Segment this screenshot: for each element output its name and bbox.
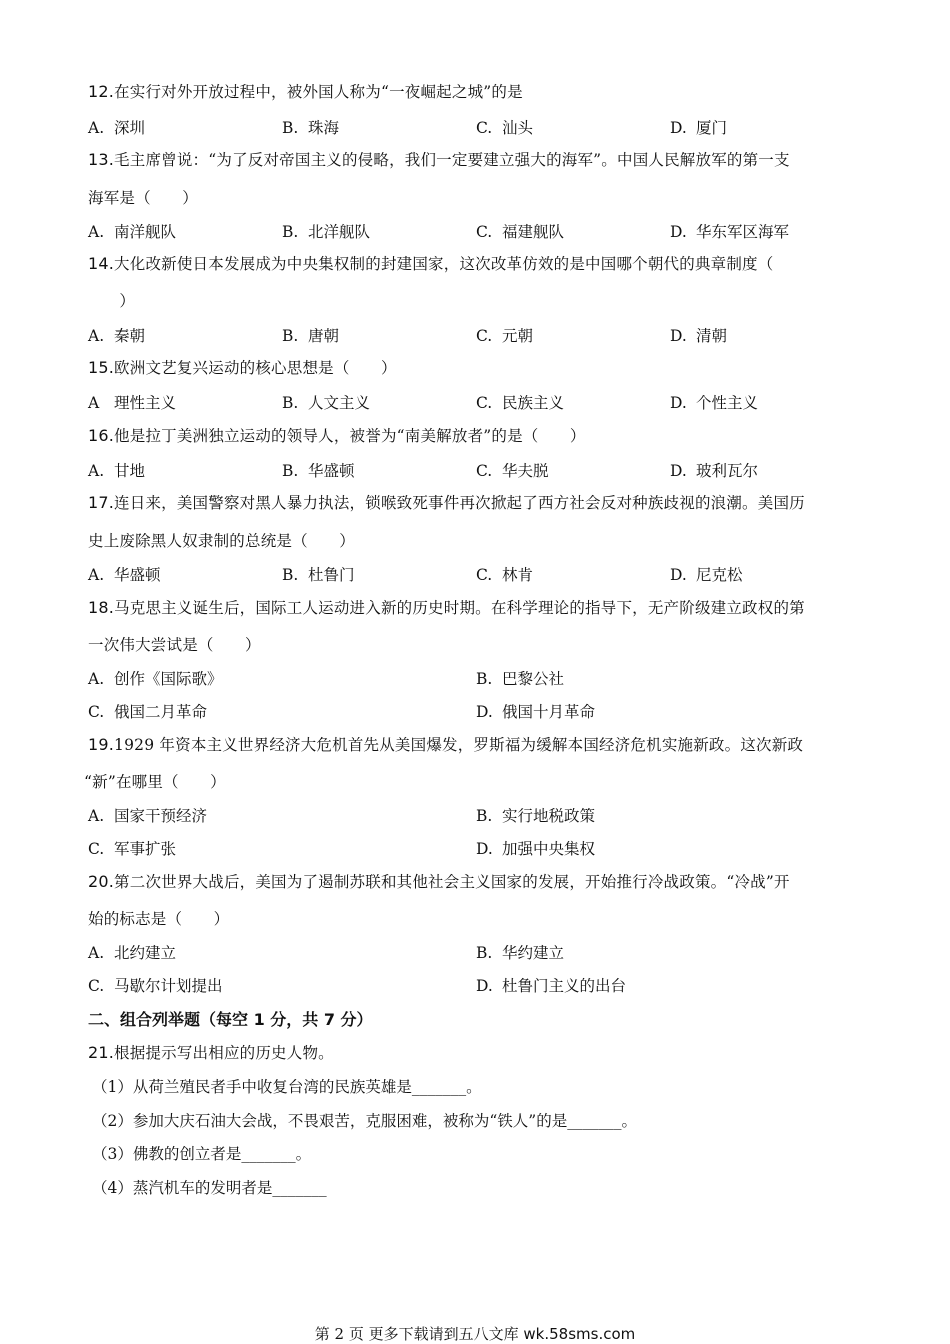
option-b[interactable] [282,563,355,585]
option-d[interactable] [476,974,626,996]
option-b[interactable] [476,667,564,689]
question-number: 12. [88,82,115,101]
option-b[interactable] [282,324,339,346]
option-text: 巴黎公社 [502,670,565,688]
option-text: 唐朝 [308,327,340,345]
option-text: 甘地 [114,462,146,480]
option-letter: D. [670,119,687,137]
option-letter: D. [670,223,687,241]
option-text: 尼克松 [696,566,743,584]
option-d[interactable] [670,391,758,413]
question-15 [88,356,397,378]
option-text: 玻利瓦尔 [696,462,759,480]
option-d[interactable] [670,220,789,242]
option-letter: D. [670,566,687,584]
option-text: 理性主义 [114,394,177,412]
option-letter: C. [476,462,493,480]
option-text: 秦朝 [114,327,146,345]
option-letter: C. [88,977,105,995]
option-text: 马歇尔计划提出 [114,977,223,995]
question-13 [88,148,790,170]
option-a[interactable] [88,667,223,689]
option-letter: B. [476,807,493,825]
option-text: 华夫脱 [502,462,549,480]
question-text: 欧洲文艺复兴运动的核心思想是（ ） [114,359,397,377]
question-21 [88,1041,334,1063]
question-number: 15. [88,358,115,377]
question-text-cont: 史上废除黑人奴隶制的总统是（ ） [88,532,355,550]
option-text: 人文主义 [308,394,371,412]
option-text: 国家干预经济 [114,807,208,825]
option-letter: B. [282,119,299,137]
option-letter: D. [670,327,687,345]
option-letter: D. [476,840,493,858]
option-text: 华东军区海军 [696,223,790,241]
option-text: 俄国二月革命 [114,703,208,721]
option-text: 杜鲁门 [308,566,355,584]
option-text: 加强中央集权 [502,840,596,858]
option-text: 元朝 [502,327,534,345]
option-letter: A. [88,327,105,345]
option-c[interactable] [476,220,564,242]
option-d[interactable] [670,459,758,481]
option-text: 华盛顿 [114,566,161,584]
option-c[interactable] [476,563,533,585]
option-text: 珠海 [308,119,340,137]
option-letter: C. [476,119,493,137]
option-letter: C. [476,566,493,584]
question-text: 连日来，美国警察对黑人暴力执法，锁喉致死事件再次掀起了西方社会反对种族歧视的浪潮。美国历 [114,494,805,512]
question-number: 20. [88,872,115,891]
option-c[interactable] [88,700,207,722]
option-letter: D. [670,462,687,480]
question-number: 21. [88,1043,115,1062]
option-letter: A. [88,807,105,825]
option-text: 华约建立 [502,944,565,962]
download-note: 更多下载请到五八文库 [368,1325,519,1343]
option-letter: C. [476,394,493,412]
question-text: 在实行对外开放过程中，被外国人称为“一夜崛起之城”的是 [114,83,523,101]
option-b[interactable] [282,391,370,413]
option-text: 个性主义 [696,394,759,412]
option-a[interactable] [88,324,145,346]
site-link[interactable]: wk.58sms.com [523,1325,636,1343]
option-a[interactable] [88,804,207,826]
option-text: 汕头 [502,119,534,137]
page-number: 第 2 页 [314,1325,364,1343]
sub-question-4: （4）蒸汽机车的发明者是_______ [92,1179,327,1197]
option-text: 厦门 [696,119,728,137]
option-text: 华盛顿 [308,462,355,480]
option-c[interactable] [476,459,549,481]
option-d[interactable] [476,837,595,859]
option-letter: C. [88,703,105,721]
option-b[interactable] [282,459,355,481]
option-text: 南洋舰队 [114,223,177,241]
page-footer [0,1323,950,1344]
question-text-cont: 海军是（ ） [88,189,198,207]
option-b[interactable] [282,116,339,138]
question-text: 根据提示写出相应的历史人物。 [114,1044,334,1062]
option-letter: C. [476,223,493,241]
option-letter: D. [476,977,493,995]
question-20 [88,870,790,892]
sub-question-1: （1）从荷兰殖民者手中收复台湾的民族英雄是_______。 [92,1078,482,1096]
option-d[interactable] [670,116,727,138]
question-text: 大化改新使日本发展成为中央集权制的封建国家，这次改革仿效的是中国哪个朝代的典章制度（ [114,255,774,273]
question-18 [88,596,805,618]
option-c[interactable] [476,391,564,413]
option-d[interactable] [670,563,743,585]
sub-question-3: （3）佛教的创立者是_______。 [92,1145,312,1163]
option-text: 俄国十月革命 [502,703,596,721]
option-letter: B. [282,566,299,584]
question-14 [88,252,773,274]
question-text: 马克思主义诞生后，国际工人运动进入新的历史时期。在科学理论的指导下，无产阶级建立政权的第 [114,599,805,617]
option-text: 福建舰队 [502,223,565,241]
option-b[interactable] [476,804,595,826]
question-text-cont: 一次伟大尝试是（ ） [88,636,261,654]
option-c[interactable] [88,837,176,859]
option-letter: A. [88,944,105,962]
option-text: 北约建立 [114,944,177,962]
option-letter: A. [88,119,105,137]
option-letter: B. [282,462,299,480]
option-a[interactable] [88,941,176,963]
section-title: 二、组合列举题（每空 1 分，共 7 分） [88,1010,373,1029]
option-letter: B. [476,944,493,962]
option-text: 深圳 [114,119,146,137]
option-a[interactable] [88,459,145,481]
option-letter: C. [476,327,493,345]
option-text: 创作《国际歌》 [114,670,223,688]
question-19 [88,733,803,755]
question-12 [88,80,523,102]
option-d[interactable] [476,700,595,722]
option-text: 民族主义 [502,394,565,412]
option-text: 实行地税政策 [502,807,596,825]
question-text: 1929 年资本主义世界经济大危机首先从美国爆发，罗斯福为缓解本国经济危机实施新政。这次新政 [114,736,804,754]
option-letter: D. [476,703,493,721]
option-b[interactable] [282,220,370,242]
option-letter: B. [282,327,299,345]
option-letter: D. [670,394,687,412]
question-number: 14. [88,254,115,273]
question-text: 第二次世界大战后，美国为了遏制苏联和其他社会主义国家的发展，开始推行冷战政策。“冷战”开 [114,873,790,891]
option-d[interactable] [670,324,727,346]
option-text: 杜鲁门主义的出台 [502,977,627,995]
option-c[interactable] [88,974,223,996]
option-letter: B. [476,670,493,688]
option-a[interactable] [88,391,176,413]
option-text: 北洋舰队 [308,223,371,241]
sub-question-2: （2）参加大庆石油大会战，不畏艰苦，克服困难，被称为“铁人”的是_______。 [92,1112,637,1130]
option-letter: A. [88,462,105,480]
question-number: 13. [88,150,115,169]
question-text-cont: ） [88,292,136,310]
option-letter: A [88,394,100,412]
option-c[interactable] [476,324,533,346]
option-a[interactable] [88,220,176,242]
option-a[interactable] [88,116,145,138]
question-text: 毛主席曾说：“为了反对帝国主义的侵略，我们一定要建立强大的海军”。中国人民解放军的第一支 [114,151,790,169]
option-b[interactable] [476,941,564,963]
option-a[interactable] [88,563,161,585]
option-letter: A. [88,566,105,584]
question-text-cont: “新”在哪里（ ） [84,773,226,791]
question-number: 18. [88,598,115,617]
option-text: 军事扩张 [114,840,177,858]
question-number: 19. [88,735,115,754]
option-letter: A. [88,223,105,241]
option-text: 清朝 [696,327,728,345]
question-16 [88,424,586,446]
question-text-cont: 始的标志是（ ） [88,910,230,928]
question-number: 17. [88,493,115,512]
question-text: 他是拉丁美洲独立运动的领导人，被誉为“南美解放者”的是（ ） [114,427,586,445]
question-17 [88,491,805,513]
question-number: 16. [88,426,115,445]
option-c[interactable] [476,116,533,138]
option-letter: A. [88,670,105,688]
option-letter: B. [282,394,299,412]
option-letter: C. [88,840,105,858]
option-text: 林肯 [502,566,534,584]
option-letter: B. [282,223,299,241]
